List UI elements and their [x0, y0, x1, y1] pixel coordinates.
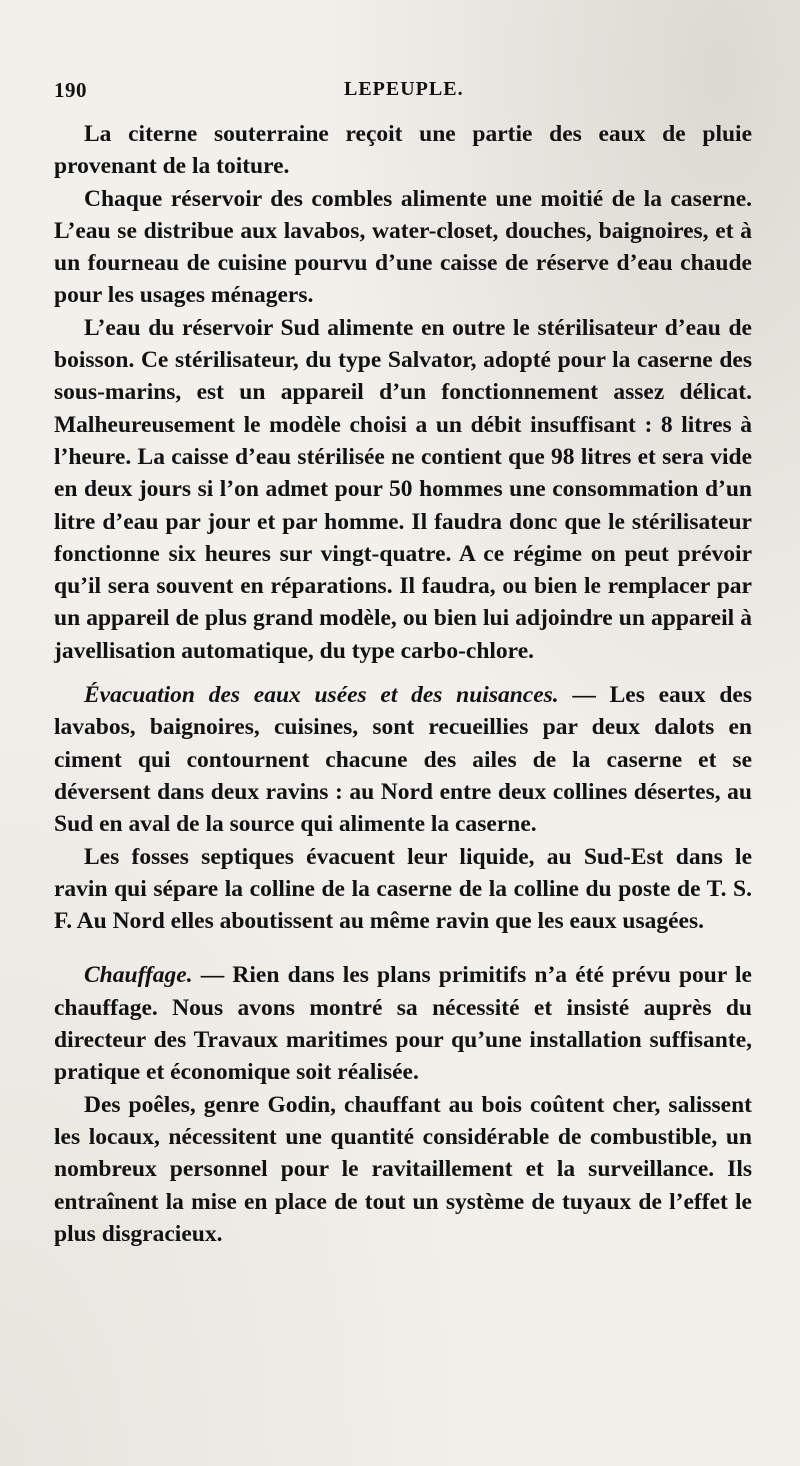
page-number: 190: [54, 78, 87, 102]
page-header: [54, 78, 754, 114]
paragraph-text: Les fosses septiques évacuent leur liquide, au Sud-Est dans le ravin qui sépare la colline de la caserne de la colline du poste de T. S. F. Au Nord elles aboutissent au même ravin que les eaux usagées.: [54, 843, 752, 935]
paragraph-sterilisateur: [54, 312, 752, 667]
body-text: [54, 118, 752, 1250]
paragraph-citerne: [54, 118, 752, 183]
running-title: LEPEUPLE.: [344, 78, 464, 100]
paragraph-text: Des poêles, genre Godin, chauffant au bois coûtent cher, salissent les locaux, nécessitent une quantité considérable de combustible, un nombreux personnel pour le ravitaillement et la surveillance. Ils entraînent la mise en place de tout un système de tuyaux de l’effet le plus disgracieux.: [54, 1091, 752, 1247]
paragraph-evacuation: [54, 679, 752, 840]
paragraph-text: La citerne souterraine reçoit une partie des eaux de pluie provenant de la toiture.: [54, 121, 752, 180]
paragraph-poeles: [54, 1089, 752, 1250]
paragraph-chauffage: [54, 959, 752, 1088]
paragraph-text: — Rien dans les plans primitifs n’a été prévu pour le chauffage. Nous avons montré sa nécessité et insisté auprès du directeur des Travaux maritimes pour qu’une installation suffisante, pratique et économique soit réalisée.: [54, 962, 752, 1086]
paragraph-text: — Les eaux des lavabos, baignoires, cuisines, sont recueillies par deux dalots en ciment qui contournent chacune des ailes de la caserne et se déversent dans deux ravins : au Nord entre deux collines désertes, au Sud en aval de la source qui alimente la caserne.: [54, 682, 752, 838]
section-title-evacuation: Évacuation des eaux usées et des nuisances.: [84, 682, 559, 709]
paragraph-text: L’eau du réservoir Sud alimente en outre le stérilisateur d’eau de boisson. Ce stérilisateur, du type Salvator, adopté pour la caserne des sous-marins, est un appareil d’un fonctionnement assez délicat. Malheureusement le modèle choisi a un débit insuffisant : 8 litres à l’heure. La caisse d’eau stérilisée ne contient que 98 litres et sera vide en deux jours si l’on admet pour 50 hommes une consommation d’un litre d’eau par jour et par homme. Il faudra donc que le stérilisateur fonctionne six heures sur vingt-quatre. A ce régime on peut prévoir qu’il sera souvent en réparations. Il faudra, ou bien le remplacer par un appareil de plus grand modèle, ou bien lui adjoindre un appareil à javellisation automatique, du type carbo-chlore.: [54, 314, 752, 664]
section-title-chauffage: Chauffage.: [84, 962, 193, 989]
paragraph-reservoir-combles: [54, 183, 752, 312]
paragraph-text: Chaque réservoir des combles alimente une moitié de la caserne. L’eau se distribue aux lavabos, water-closet, douches, baignoires, et à un fourneau de cuisine pourvu d’une caisse de réserve d’eau chaude pour les usages ménagers.: [54, 185, 752, 309]
paragraph-fosses-septiques: [54, 841, 752, 938]
